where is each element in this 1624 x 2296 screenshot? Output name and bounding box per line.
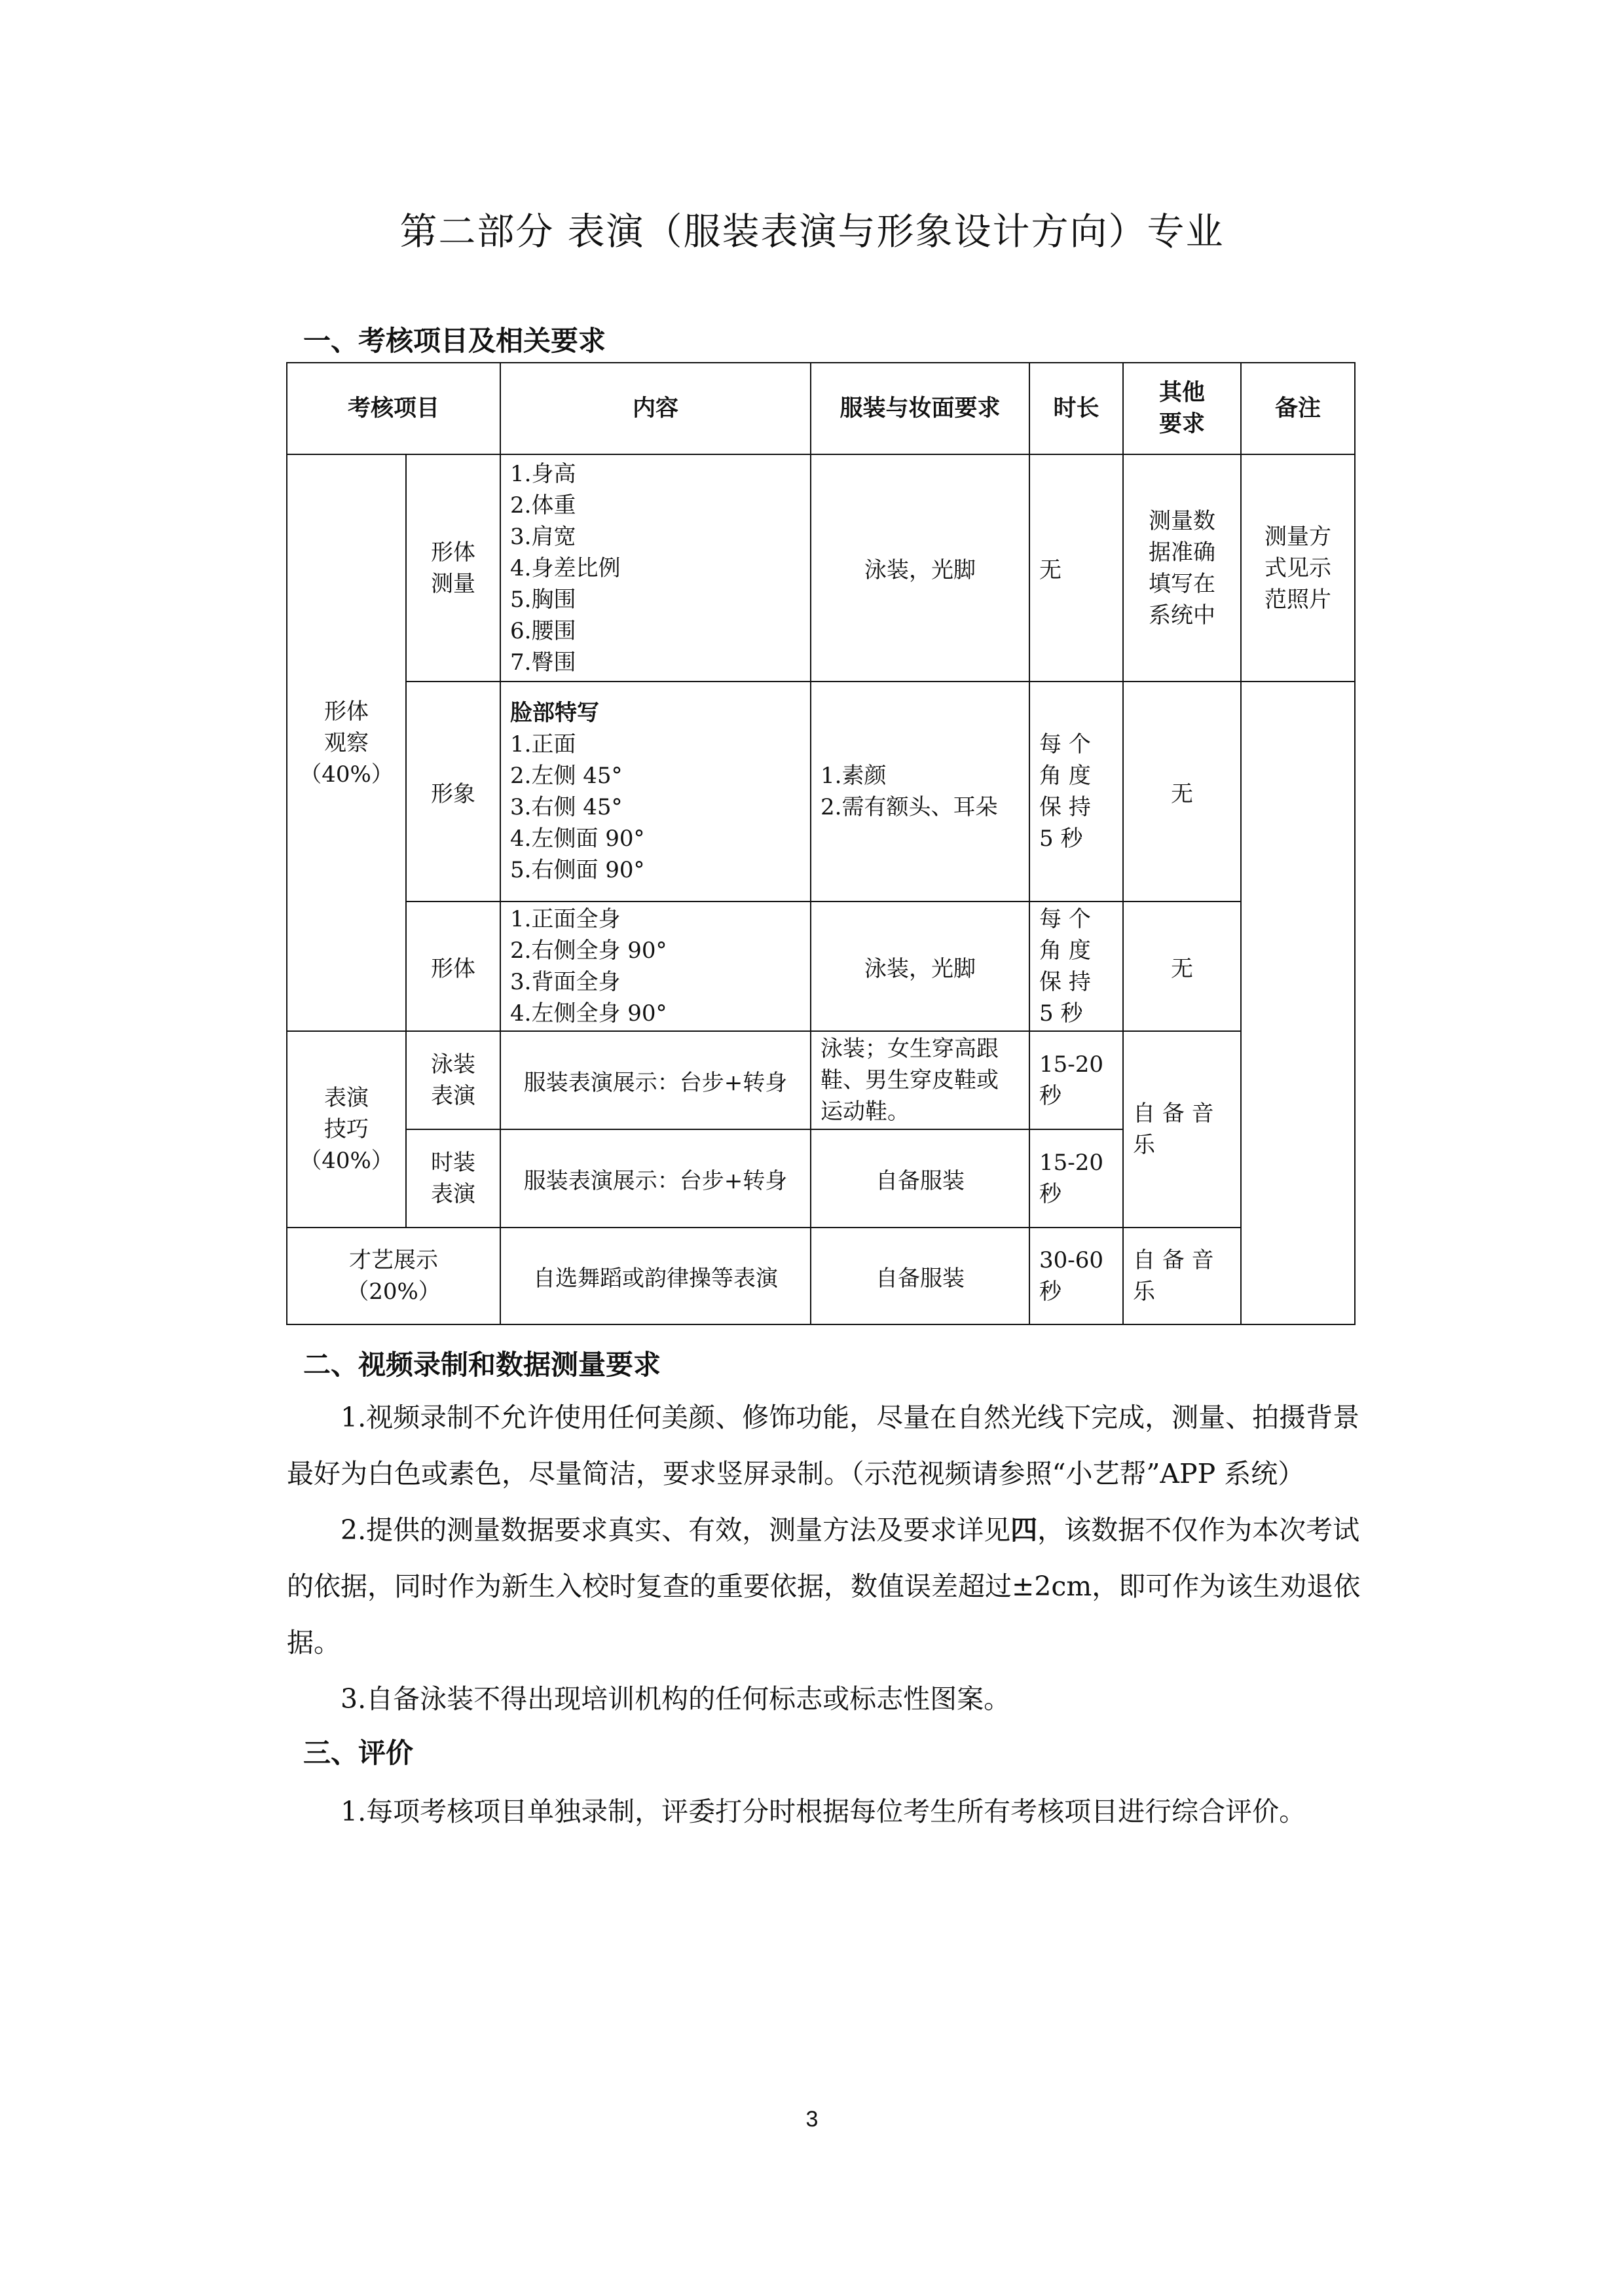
duration: 每 个 角 度 保 持 5 秒 — [1029, 682, 1123, 902]
header-other: 其他 要求 — [1123, 363, 1241, 454]
note: 测量方 式见示 范照片 — [1241, 454, 1355, 682]
group-label-body-observation: 形体 观察 （40%） — [287, 454, 406, 1031]
dress-requirement: 泳装，光脚 — [811, 454, 1029, 682]
other-requirement: 无 — [1123, 902, 1241, 1031]
section-heading-requirements: 一、考核项目及相关要求 — [303, 325, 606, 357]
section-heading-evaluation: 三、评价 — [303, 1737, 414, 1769]
section-heading-video: 二、视频录制和数据测量要求 — [303, 1349, 661, 1381]
header-duration: 时长 — [1029, 363, 1123, 454]
duration: 15-20 秒 — [1029, 1031, 1123, 1129]
paragraph-video-rules: 1.视频录制不允许使用任何美颜、修饰功能，尽量在自然光线下完成，测量、拍摄背景最好为白色或素色，尽量简洁，要求竖屏录制。（示范视频请参照“小艺帮”APP 系统） — [287, 1402, 1360, 1489]
header-dress: 服装与妆面要求 — [811, 363, 1029, 454]
dress-requirement: 泳装，光脚 — [811, 902, 1029, 1031]
other-requirement: 无 — [1123, 682, 1241, 902]
other-requirement: 自 备 音 乐 — [1123, 1228, 1241, 1324]
table-row — [287, 454, 1355, 682]
note-empty — [1241, 682, 1355, 1324]
paragraph-evaluation: 1.每项考核项目单独录制，评委打分时根据每位考生所有考核项目进行综合评价。 — [341, 1796, 1306, 1827]
dress-requirement: 自备服装 — [811, 1129, 1029, 1228]
sub-item-swimwear-show: 泳装 表演 — [406, 1031, 500, 1129]
content: 服装表演展示：台步+转身 — [500, 1031, 811, 1129]
header-content: 内容 — [500, 363, 811, 454]
dress-requirement: 泳装；女生穿高跟 鞋、男生穿皮鞋或 运动鞋。 — [811, 1031, 1029, 1129]
header-note: 备注 — [1241, 363, 1355, 454]
assessment-table — [286, 362, 1356, 1325]
paragraph-measurement-rules: 2.提供的测量数据要求真实、有效，测量方法及要求详见四，该数据不仅作为本次考试的依据，同时作为新生入校时复查的重要依据，数值误差超过±2cm，即可作为该生劝退依据。 — [287, 1514, 1361, 1658]
table-row — [287, 1031, 1355, 1129]
header-item: 考核项目 — [287, 363, 500, 454]
sub-item-body: 形体 — [406, 902, 500, 1031]
content: 自选舞蹈或韵律操等表演 — [500, 1228, 811, 1324]
duration: 无 — [1029, 454, 1123, 682]
content: 服装表演展示：台步+转身 — [500, 1129, 811, 1228]
sub-item-fashion-show: 时装 表演 — [406, 1129, 500, 1228]
content-list: 1.身高 2.体重 3.肩宽 4.身差比例 5.胸围 6.腰围 7.臀围 — [500, 454, 811, 682]
dress-requirement: 1.素颜 2.需有额头、耳朵 — [811, 682, 1029, 902]
sub-item-body-measure: 形体 测量 — [406, 454, 500, 682]
content-list: 1.正面全身 2.右侧全身 90° 3.背面全身 4.左侧全身 90° — [500, 902, 811, 1031]
page-title: 第二部分 表演（服装表演与形象设计方向）专业 — [399, 210, 1225, 253]
page-number: 3 — [805, 2107, 819, 2132]
sub-item-image: 形象 — [406, 682, 500, 902]
group-label-performance-skill: 表演 技巧 （40%） — [287, 1031, 406, 1228]
content-list: 脸部特写 1.正面 2.左侧 45° 3.右侧 45° 4.左侧面 90° 5.右侧面 90° — [500, 682, 811, 902]
paragraph-swimwear-rule: 3.自备泳装不得出现培训机构的任何标志或标志性图案。 — [341, 1683, 1011, 1715]
duration: 15-20 秒 — [1029, 1129, 1123, 1228]
duration: 30-60 秒 — [1029, 1228, 1123, 1324]
table-header-row — [287, 363, 1355, 454]
duration: 每 个 角 度 保 持 5 秒 — [1029, 902, 1123, 1031]
group-label-talent: 才艺展示 （20%） — [287, 1228, 500, 1324]
dress-requirement: 自备服装 — [811, 1228, 1029, 1324]
other-requirement: 测量数 据准确 填写在 系统中 — [1123, 454, 1241, 682]
table-row — [287, 1228, 1355, 1324]
table-row — [287, 682, 1355, 902]
table-row — [287, 902, 1355, 1031]
other-requirement: 自 备 音 乐 — [1123, 1031, 1241, 1228]
